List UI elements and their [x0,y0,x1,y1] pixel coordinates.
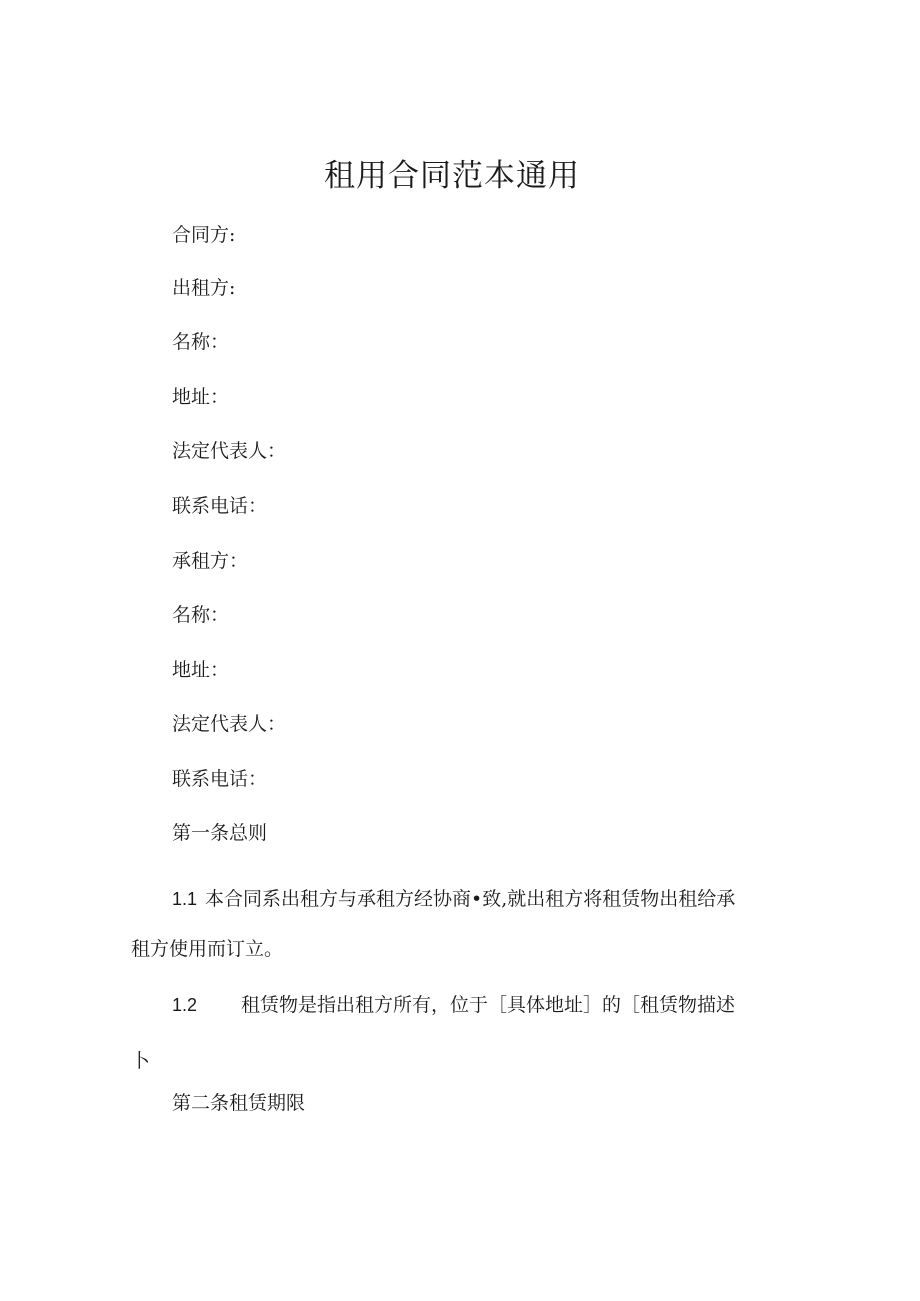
document-title: 租用合同范本通用 [324,158,580,194]
parties-heading: 合同方: [172,224,236,246]
lessor-heading: 出租方: [172,277,236,299]
lessee-heading: 承租方： [172,550,249,572]
clause-1-1-text-line1: 本合同系出租方与承租方经协商•致,就出租方将租赁物出租给承 [205,888,736,910]
lessor-phone-label: 联系电话： [172,495,268,517]
lessee-phone-label: 联系电话： [172,768,268,790]
clause-1-2-first-line [131,977,781,1033]
article-2-heading: 第二条租赁期限 [172,1092,306,1114]
article-1-heading: 第一条总则 [172,822,268,844]
lessee-address-label: 地址： [172,659,230,681]
lessee-name-label: 名称： [172,604,230,626]
clause-1-2-number: 1.2 [172,995,198,1015]
clause-1-2 [131,977,781,1089]
clause-1-1 [131,874,781,974]
lessor-address-label: 地址： [172,386,230,408]
clause-1-1-first-line [131,874,781,924]
lessor-name-label: 名称： [172,331,230,353]
clause-1-1-text-line2: 租方使用而订立。 [131,938,284,960]
clause-1-2-text-line2: 卜 [131,1050,151,1072]
lessor-legal-rep-label: 法定代表人： [172,440,287,462]
clause-1-2-text-line1: 租赁物是指出租方所有，位于［具体地址］的［租赁物描述 [241,994,736,1016]
lessee-legal-rep-label: 法定代表人： [172,713,287,735]
clause-1-1-number: 1.1 [172,889,198,909]
